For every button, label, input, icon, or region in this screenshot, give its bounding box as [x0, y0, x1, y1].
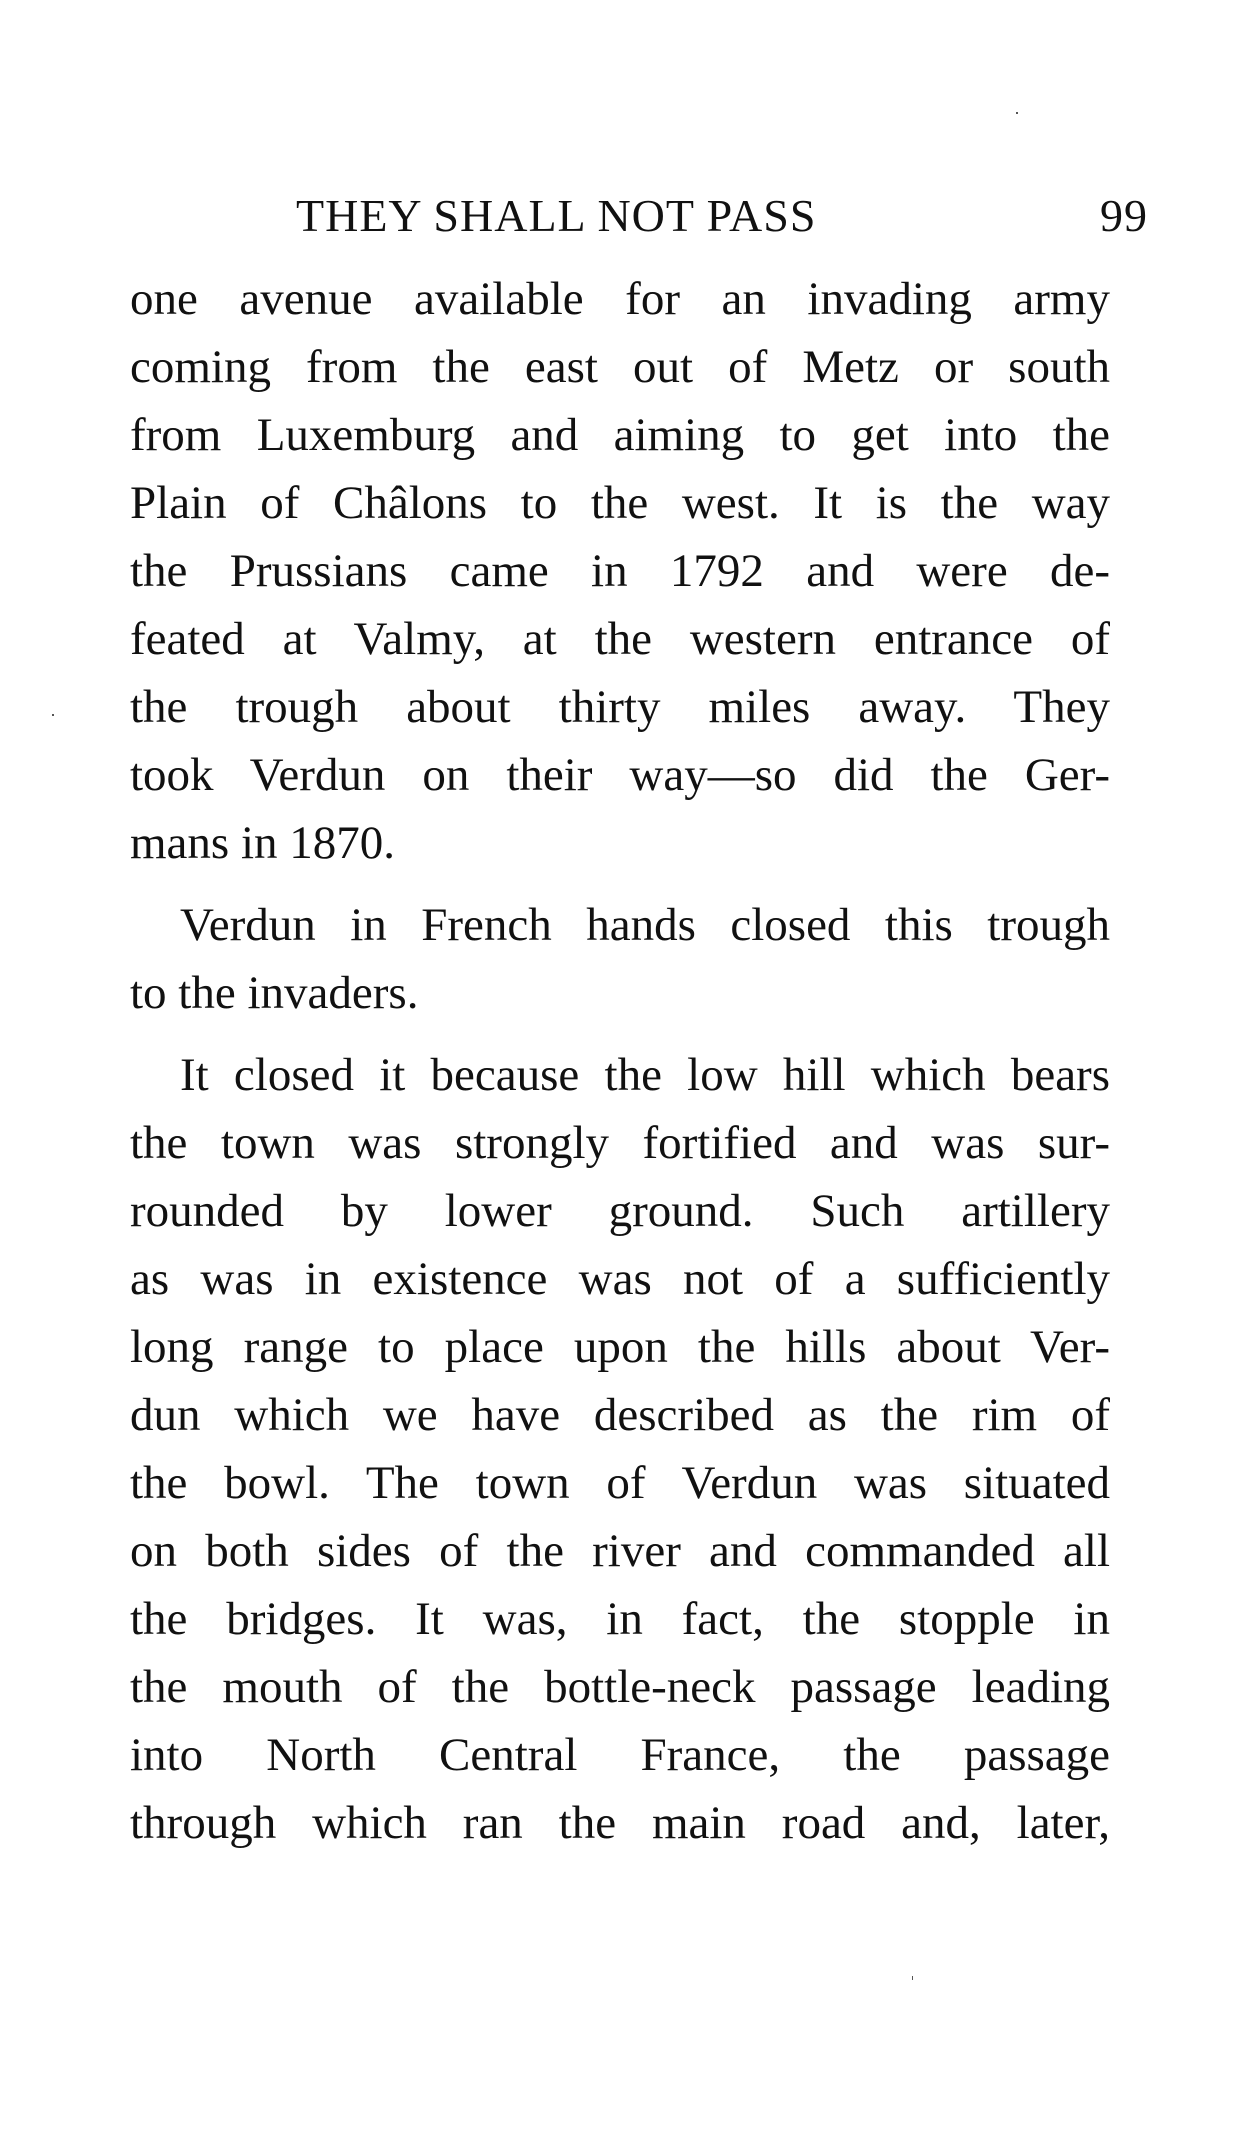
text-line: Verdun in French hands closed this trough — [180, 899, 1110, 951]
text-line: the bridges. It was, in fact, the stopple in — [130, 1593, 1110, 1645]
text-line: on both sides of the river and commanded all — [130, 1525, 1110, 1577]
text-line: to the invaders. — [130, 967, 419, 1019]
scan-speck — [1016, 112, 1018, 114]
text-line: as was in existence was not of a sufficiently — [130, 1253, 1110, 1305]
scan-speck — [52, 714, 54, 716]
text-line: the town was strongly fortified and was sur- — [130, 1117, 1110, 1169]
text-line: Plain of Châlons to the west. It is the way — [130, 477, 1110, 529]
paragraph-gap — [130, 877, 1110, 891]
text-line: the mouth of the bottle-neck passage leading — [130, 1661, 1110, 1713]
paragraph — [130, 891, 1110, 1027]
running-head — [296, 186, 1168, 246]
text-line: rounded by lower ground. Such artillery — [130, 1185, 1110, 1237]
paragraph-gap — [130, 1027, 1110, 1041]
text-line: the Prussians came in 1792 and were de- — [130, 545, 1110, 597]
text-line: took Verdun on their way—so did the Ger- — [130, 749, 1110, 801]
page-number: 99 — [1100, 190, 1148, 241]
body-text — [130, 265, 1110, 1857]
scan-speck — [912, 1976, 913, 1980]
paragraph — [130, 265, 1110, 877]
text-line: dun which we have described as the rim of — [130, 1389, 1110, 1441]
text-line: from Luxemburg and aiming to get into the — [130, 409, 1110, 461]
text-line: mans in 1870. — [130, 817, 396, 869]
text-line: long range to place upon the hills about Ver- — [130, 1321, 1110, 1373]
text-line: one avenue available for an invading army — [130, 273, 1110, 325]
text-line: the trough about thirty miles away. They — [130, 681, 1110, 733]
text-line: into North Central France, the passage — [130, 1729, 1110, 1781]
running-title: THEY SHALL NOT PASS — [296, 190, 817, 241]
text-line: feated at Valmy, at the western entrance of — [130, 613, 1110, 665]
text-line: the bowl. The town of Verdun was situated — [130, 1457, 1110, 1509]
text-line: It closed it because the low hill which bears — [180, 1049, 1110, 1101]
text-line: coming from the east out of Metz or south — [130, 341, 1110, 393]
text-line: through which ran the main road and, later, — [130, 1797, 1110, 1849]
paragraph — [130, 1041, 1110, 1857]
